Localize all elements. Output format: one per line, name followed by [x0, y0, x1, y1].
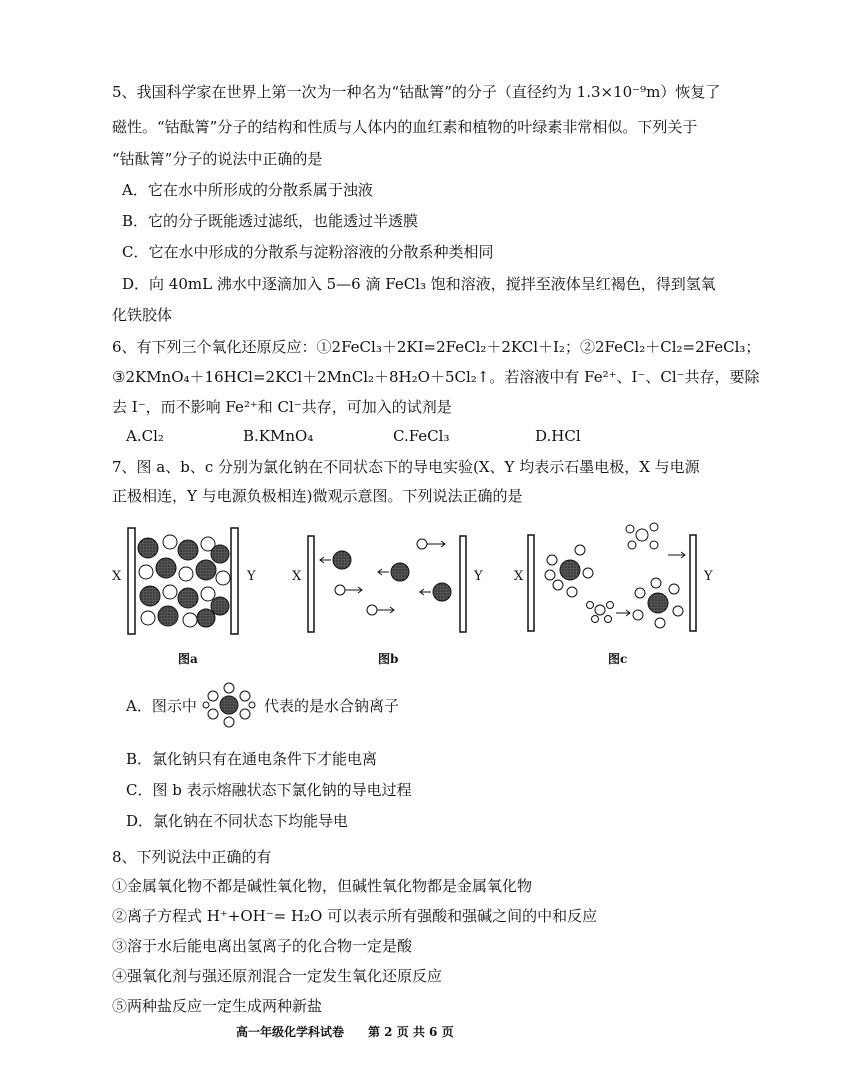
- footer-page-number: 第 2 页 共 6 页: [368, 1025, 454, 1039]
- q8-statement-4: ④强氧化剂与强还原剂混合一定发生氧化还原反应: [112, 967, 443, 985]
- q8-statement-2: ②离子方程式 H⁺+OH⁻= H₂O 可以表示所有强酸和强碱之间的中和反应: [112, 907, 598, 925]
- q5-option-b: B．它的分子既能透过滤纸，也能透过半透膜: [122, 212, 419, 230]
- q5-stem-line3: “钴酞箐”分子的说法中正确的是: [112, 150, 323, 168]
- footer-exam-title: 高一年级化学科试卷: [236, 1025, 345, 1039]
- q8-stem: 8、下列说法中正确的有: [112, 848, 272, 866]
- q6-options-row: [0, 426, 867, 446]
- figure-c-caption: 图c: [608, 652, 628, 666]
- free-ions: [320, 539, 451, 615]
- q8-statement-3: ③溶于水后能电离出氢离子的化合物一定是酸: [112, 937, 413, 955]
- hydrated-sodium-ion-icon: [198, 680, 260, 730]
- q5-option-a: A．它在水中所形成的分散系属于浊液: [122, 181, 373, 199]
- figure-a-label-y: Y: [247, 569, 256, 584]
- q7-option-c: C．图 b 表示熔融状态下氯化钠的导电过程: [126, 781, 412, 799]
- q5-option-d-line2: 化铁胶体: [112, 306, 173, 324]
- nacl-crystal-lattice: [138, 535, 230, 627]
- figure-b-diagram: [300, 530, 480, 640]
- q7-option-d: D．氯化钠在不同状态下均能导电: [126, 812, 349, 830]
- figure-a-label-x: X: [112, 569, 122, 584]
- q5-stem-line2: 磁性。“钴酞箐”分子的结构和性质与人体内的血红素和植物的叶绿素非常相似。下列关于: [112, 118, 698, 136]
- q7-option-b: B．氯化钠只有在通电条件下才能电离: [126, 750, 378, 768]
- electrode-x-plate: [528, 535, 534, 631]
- electrode-y-plate: [231, 528, 238, 634]
- hydrated-ions: [545, 523, 685, 628]
- figure-a-caption: 图a: [178, 652, 198, 666]
- figure-c-diagram: [520, 515, 705, 645]
- electrode-y-plate: [690, 535, 696, 631]
- figure-b-label-x: X: [292, 569, 302, 584]
- q7-option-a-prefix: A．图示中: [126, 697, 197, 715]
- q5-option-c: C．它在水中形成的分散系与淀粉溶液的分散系种类相同: [122, 243, 494, 261]
- q6-stem-line3: 去 I⁻，而不影响 Fe²⁺和 Cl⁻共存，可加入的试剂是: [112, 398, 452, 416]
- figure-b-caption: 图b: [378, 652, 399, 666]
- q6-option-c: C.FeCl₃: [393, 427, 450, 445]
- q6-option-d: D.HCl: [535, 427, 581, 445]
- q5-option-d-line1: D．向 40mL 沸水中逐滴加入 5—6 滴 FeCl₃ 饱和溶液，搅拌至液体呈红褐色，得到氢氧: [122, 275, 716, 293]
- q5-stem-line1: 5、我国科学家在世界上第一次为一种名为“钴酞箐”的分子（直径约为 1.3×10⁻⁹m）恢复了: [112, 83, 721, 101]
- q8-statement-5: ⑤两种盐反应一定生成两种新盐: [112, 997, 323, 1015]
- figure-c-label-y: Y: [704, 569, 713, 584]
- electrode-y-plate: [460, 536, 466, 632]
- figure-b-label-y: Y: [474, 569, 483, 584]
- q6-stem-line1: 6、有下列三个氧化还原反应：①2FeCl₃＋2KI=2FeCl₂＋2KCl＋I₂；②2FeCl₂＋Cl₂=2FeCl₃；: [112, 338, 761, 356]
- q6-option-a: A.Cl₂: [126, 427, 164, 445]
- q7-stem-line1: 7、图 a、b、c 分别为氯化钠在不同状态下的导电实验(X、Y 均表示石墨电极，X 与电源: [112, 458, 700, 476]
- q7-option-a-suffix: 代表的是水合钠离子: [264, 697, 400, 715]
- figure-c-label-x: X: [514, 569, 524, 584]
- q6-option-b: B.KMnO₄: [243, 427, 314, 445]
- q8-statement-1: ①金属氧化物不都是碱性氧化物，但碱性氧化物都是金属氧化物: [112, 877, 533, 895]
- electrode-x-plate: [128, 528, 135, 634]
- q7-stem-line2: 正极相连，Y 与电源负极相连)微观示意图。下列说法正确的是: [112, 487, 523, 505]
- figure-a-diagram: [108, 520, 258, 638]
- q6-stem-line2: ③2KMnO₄＋16HCl=2KCl＋2MnCl₂＋8H₂O＋5Cl₂↑。若溶液中有 Fe²⁺、I⁻、Cl⁻共存，要除: [112, 368, 760, 386]
- electrode-x-plate: [308, 536, 314, 632]
